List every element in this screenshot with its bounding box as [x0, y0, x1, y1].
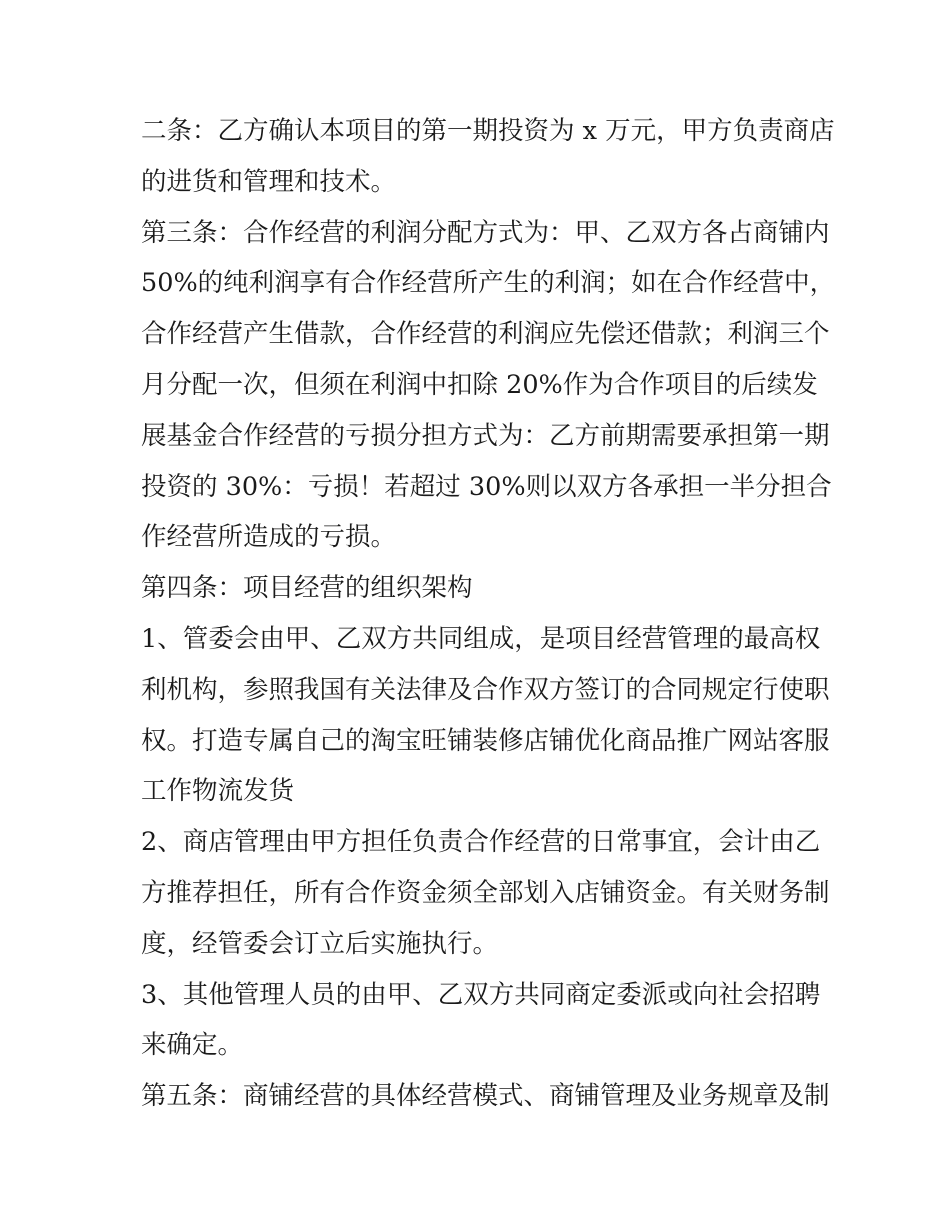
- text-line: 1、管委会由甲、乙双方共同组成，是项目经营管理的最高权: [141, 623, 821, 654]
- text-line: 月分配一次，但须在利润中扣除 20%作为合作项目的后续发: [141, 369, 818, 400]
- text-line: 展基金合作经营的亏损分担方式为：乙方前期需要承担第一期: [141, 420, 830, 451]
- text-line: 2、商店管理由甲方担任负责合作经营的日常事宜，会计由乙: [141, 827, 821, 858]
- text-line: 50%的纯利润享有合作经营所产生的利润；如在合作经营中，: [141, 268, 836, 299]
- text-line: 二条：乙方确认本项目的第一期投资为 x 万元，甲方负责商店: [141, 116, 835, 146]
- text-line: 投资的 30%：亏损！若超过 30%则以双方各承担一半分担合: [141, 471, 832, 502]
- document-body: [141, 106, 836, 1122]
- text-line: 作经营所造成的亏损。: [141, 522, 397, 553]
- text-line: 工作物流发货: [141, 776, 295, 807]
- text-line: 第四条：项目经营的组织架构: [141, 573, 473, 604]
- text-line: 方推荐担任，所有合作资金须全部划入店铺资金。有关财务制: [141, 877, 830, 908]
- text-line: 合作经营产生借款，合作经营的利润应先偿还借款；利润三个: [141, 319, 830, 350]
- text-line: 第三条：合作经营的利润分配方式为：甲、乙双方各占商铺内: [141, 217, 830, 248]
- text-line: 度，经管委会订立后实施执行。: [141, 928, 499, 959]
- text-line: 利机构，参照我国有关法律及合作双方签订的合同规定行使职: [141, 674, 830, 705]
- text-line: 第五条：商铺经营的具体经营模式、商铺管理及业务规章及制: [141, 1081, 830, 1112]
- text-line: 来确定。: [141, 1030, 244, 1061]
- text-line: 的进货和管理和技术。: [141, 166, 397, 197]
- text-line: 权。打造专属自己的淘宝旺铺装修店铺优化商品推广网站客服: [141, 725, 830, 756]
- text-line: 3、其他管理人员的由甲、乙双方共同商定委派或向社会招聘: [141, 979, 821, 1010]
